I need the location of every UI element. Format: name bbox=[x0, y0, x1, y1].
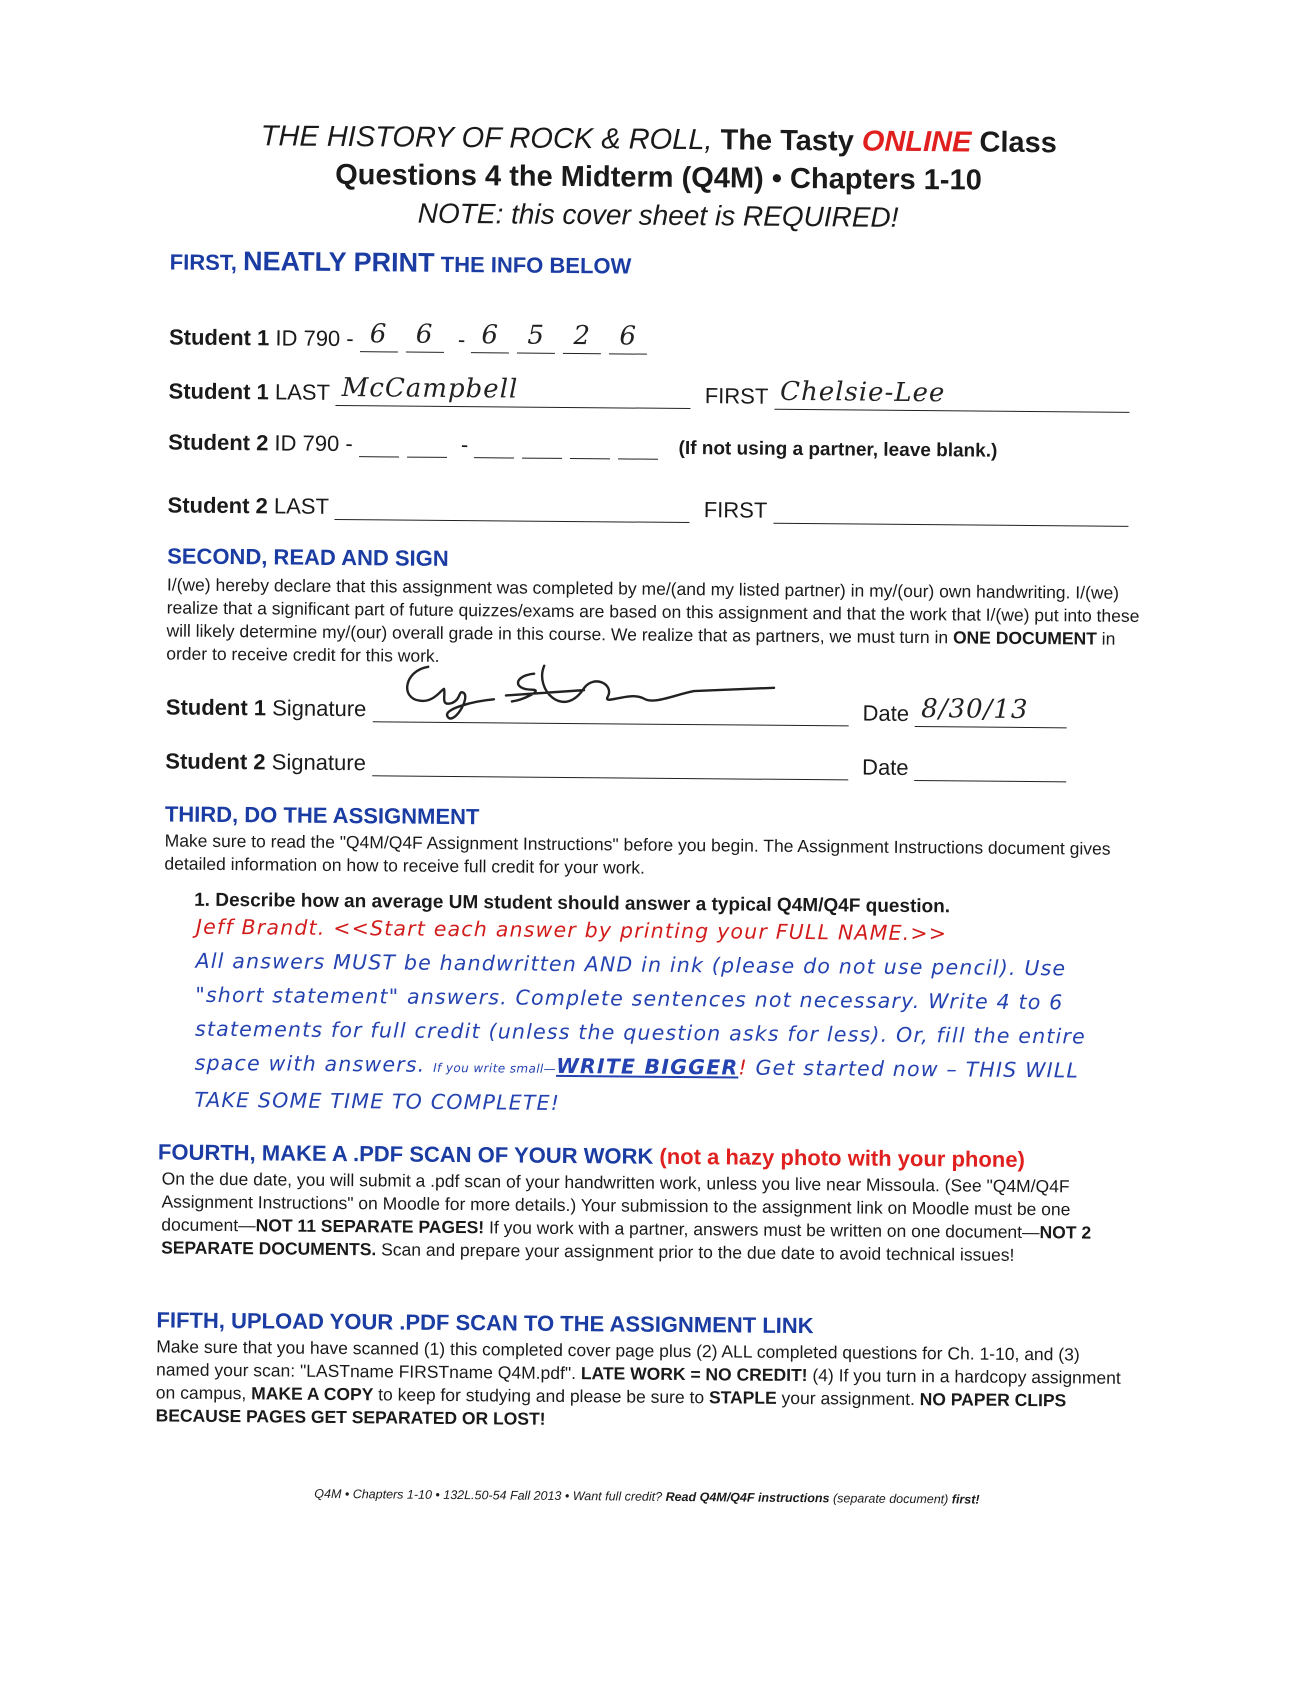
student1-id-digit[interactable]: 2 bbox=[563, 323, 601, 354]
title-line-1 bbox=[159, 119, 1159, 161]
student1-id-row bbox=[169, 319, 656, 354]
declaration-text: I/(we) hereby declare that this assignment was completed by me/(and my listed partner) in my/(our) own handwriting. I/(we) realize that a significant part of future quizzes/exams are based on this assignment and that the work that I/(we) put into these will likely determine my/(our) overall grade in this course. We realize that as partners, we must turn in ONE DOCUMENT in order to receive credit for this work. bbox=[166, 574, 1140, 666]
student1-last-field[interactable]: McCampbell bbox=[336, 375, 691, 409]
title-suffix: Class bbox=[971, 126, 1057, 160]
title-mid: The Tasty bbox=[712, 124, 862, 158]
second-heading: SECOND, READ AND SIGN bbox=[167, 543, 449, 571]
third-heading: THIRD, DO THE ASSIGNMENT bbox=[164, 801, 480, 830]
sample-answer-body: All answers MUST be handwritten AND in ink (please do not use pencil). Use "short statement" answers. Complete sentences not necessary. Write 4 to 6 statements for full credit (unless the question asks for less). Or, fill the entire space with answers. If you write small—WRITE BIGGER! Get started now – THIS WILL TAKE SOME TIME TO COMPLETE! bbox=[194, 948, 1087, 1115]
first-heading-c: THE INFO BELOW bbox=[434, 251, 632, 279]
student2-first-label: FIRST bbox=[703, 497, 768, 523]
student2-id-blank[interactable] bbox=[522, 436, 562, 459]
sample-answer-name: Jeff Brandt. <<Start each answer by printing your FULL NAME.>> bbox=[195, 914, 948, 946]
student1-name-row bbox=[168, 373, 1129, 412]
student2-last-label: LAST bbox=[267, 493, 329, 519]
third-instructions: Make sure to read the "Q4M/Q4F Assignment Instructions" before you begin. The Assignment Instructions document gives detailed information on how to receive full credit for your work. bbox=[164, 830, 1111, 878]
student1-id-digit[interactable]: 6 bbox=[406, 322, 444, 353]
student2-id-blank[interactable] bbox=[474, 435, 514, 458]
student1-id-digit[interactable]: 6 bbox=[609, 323, 647, 354]
sig1-label: Signature bbox=[265, 695, 367, 722]
date1-field[interactable]: 8/30/13 bbox=[915, 696, 1067, 728]
student1-last-label: LAST bbox=[268, 379, 330, 405]
fifth-text: Make sure that you have scanned (1) this completed cover page plus (2) ALL completed questions for Ch. 1-10, and (3) named your scan: "LASTname FIRSTname Q4M.pdf". LATE WORK = NO CREDIT! (4) If you turn in a hardcopy assignment on campus, MAKE A COPY to keep for studying and please be sure to STAPLE your assignment. NO PAPER CLIPS BECAUSE PAGES GET SEPARATED OR LOST! bbox=[155, 1336, 1121, 1429]
student1-id-digit[interactable]: 5 bbox=[517, 323, 555, 354]
student2-last-label-bold: Student 2 bbox=[167, 492, 268, 519]
date1-label: Date bbox=[862, 700, 910, 726]
sig2-label: Signature bbox=[265, 749, 366, 776]
date2-label: Date bbox=[862, 754, 909, 780]
student2-id-blank[interactable] bbox=[359, 434, 399, 457]
first-heading bbox=[170, 245, 632, 280]
id-dash: - bbox=[460, 432, 469, 458]
student2-id-label-bold: Student 2 bbox=[168, 429, 269, 456]
fifth-heading: FIFTH, UPLOAD YOUR .PDF SCAN TO THE ASSIGNMENT LINK bbox=[156, 1307, 814, 1339]
student1-id-digit[interactable]: 6 bbox=[471, 322, 509, 353]
student2-id-label: ID 790 - bbox=[268, 430, 353, 457]
student2-id-blank[interactable] bbox=[618, 436, 658, 459]
student2-signature-row bbox=[165, 743, 1067, 782]
id-dash: - bbox=[457, 327, 466, 353]
student1-id-digit[interactable]: 6 bbox=[360, 321, 398, 352]
student1-first-field[interactable]: Chelsie-Lee bbox=[774, 379, 1129, 413]
student1-id-label-bold: Student 1 bbox=[168, 324, 270, 351]
student2-id-blank[interactable] bbox=[407, 435, 447, 458]
sig2-label-bold: Student 2 bbox=[165, 748, 266, 775]
page-footer: Q4M • Chapters 1-10 • 132L.50-54 Fall 2013 • Want full credit? Read Q4M/Q4F instructions (separate document) first! bbox=[314, 1486, 980, 1507]
student2-last-field[interactable] bbox=[335, 489, 690, 523]
student1-id-label: ID 790 - bbox=[269, 325, 354, 352]
student2-first-field[interactable] bbox=[773, 493, 1128, 527]
online-label: ONLINE bbox=[861, 125, 972, 159]
student1-first-label: FIRST bbox=[704, 383, 769, 409]
title-note: NOTE: this cover sheet is REQUIRED! bbox=[417, 197, 899, 233]
student2-id-blank[interactable] bbox=[570, 436, 610, 459]
student2-signature-field[interactable] bbox=[372, 745, 848, 780]
question-1: 1. Describe how an average UM student should answer a typical Q4M/Q4F question. bbox=[194, 889, 951, 918]
course-title: THE HISTORY OF ROCK & ROLL, bbox=[260, 120, 713, 157]
student2-name-row bbox=[167, 487, 1128, 526]
fourth-text: On the due date, you will submit a .pdf scan of your handwritten work, unless you live near Missoula. (See "Q4M/Q4F Assignment Instructions" on Moodle for more details.) Your submission to the assignment link on Moodle must be one document—NOT 11 SEPARATE PAGES! If you work with a partner, answers must be written on one document—NOT 2 SEPARATE DOCUMENTS. Scan and prepare your assignment prior to the due date to avoid technical issues! bbox=[161, 1168, 1092, 1265]
first-heading-a: FIRST, bbox=[169, 249, 244, 276]
student1-last-label-bold: Student 1 bbox=[168, 378, 269, 405]
partner-note: (If not using a partner, leave blank.) bbox=[678, 437, 998, 462]
fourth-heading: FOURTH, MAKE A .PDF SCAN OF YOUR WORK (not a hazy photo with your phone) bbox=[157, 1139, 1025, 1172]
first-heading-b: NEATLY PRINT bbox=[242, 246, 435, 278]
student2-id-row bbox=[168, 429, 997, 462]
title-line-2: Questions 4 the Midterm (Q4M) • Chapters 1-10 bbox=[335, 158, 982, 197]
sig1-label-bold: Student 1 bbox=[165, 694, 267, 721]
handwritten-signature bbox=[394, 658, 835, 732]
date2-field[interactable] bbox=[915, 750, 1067, 782]
